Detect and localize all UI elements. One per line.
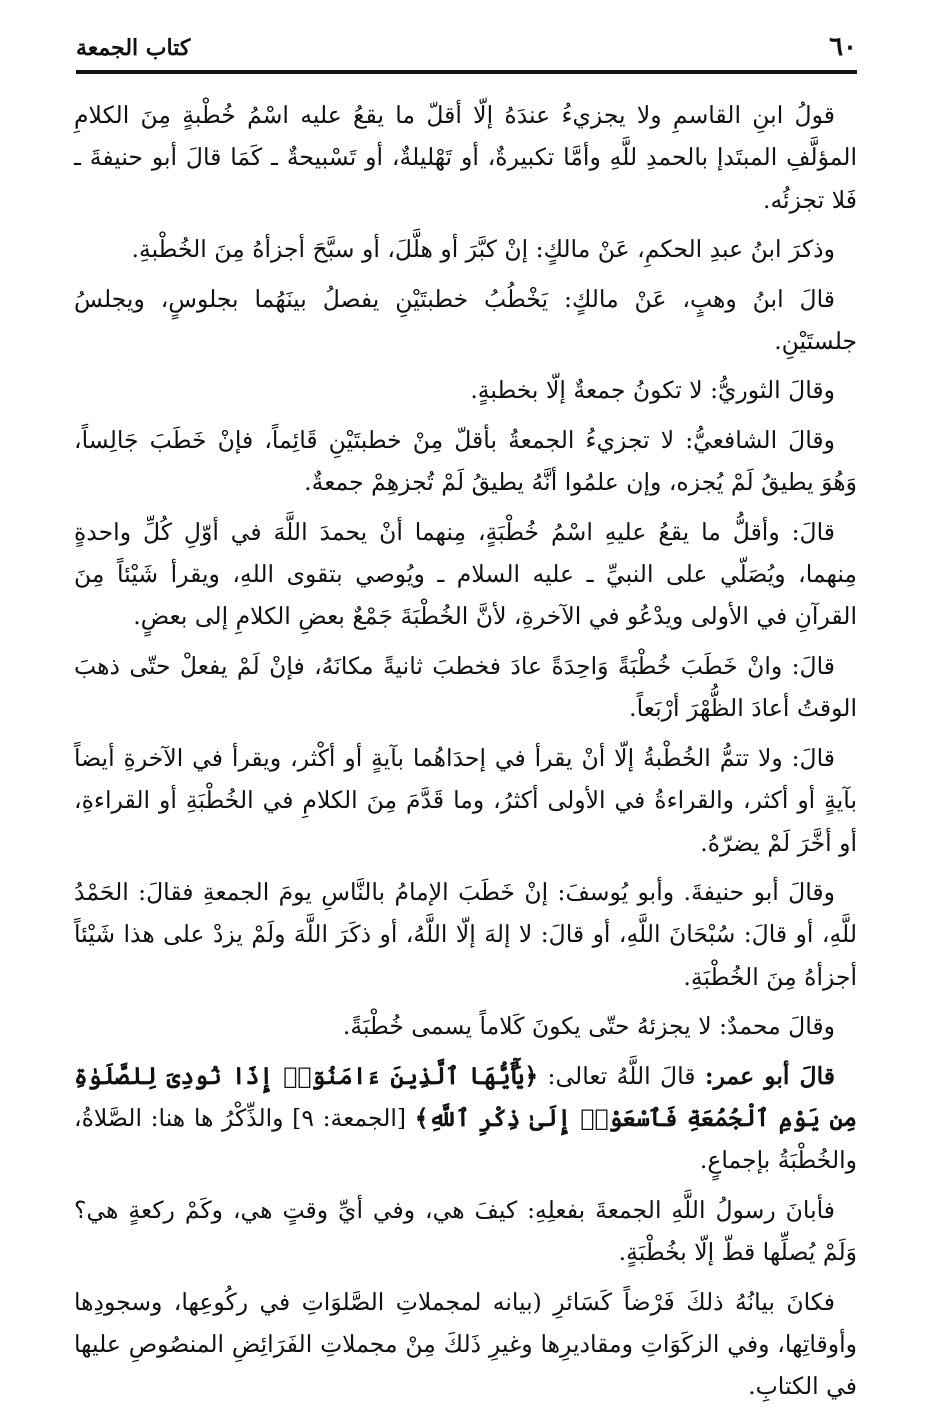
paragraph: وقالَ أبو حنيفةَ. وأبو يُوسفَ: إنْ خَطَبَ الإمامُ بالنَّاسِ يومَ الجمعةِ فقالَ: الحَمْدُ للَّهِ، أو قالَ: سُبْحَانَ اللَّهِ، أو قالَ: لا إلهَ إلّا اللَّهُ، أو ذكَرَ اللَّهَ ولَمْ يزدْ على هذا شَيْئاً أجزأهُ مِنَ الخُطْبَةِ. [74, 877, 857, 991]
quran-quote: ﴿يَٰٓأَيُّهَا ٱلَّذِينَ ءَامَنُوٓا۟ إِذَا نُودِىَ لِلصَّلَوٰةِ مِن يَوْمِ ٱلْجُمُعَةِ فَٱسْعَوْا۟ إِلَىٰ ذِكْرِ ٱللَّهِ﴾ [74, 1061, 857, 1132]
running-title: كتاب الجمعة [76, 35, 191, 61]
page-header [76, 30, 857, 74]
page-number: ٦٠ [829, 32, 857, 62]
paragraph: فأبانَ رسولُ اللَّهِ الجمعةَ بفعلِهِ: كيفَ هي، وفي أيِّ وقتٍ هي، وكَمْ ركعةٍ هي؟ وَلَمْ يُصلِّها قطّ إلّا بخُطْبَةٍ. [74, 1195, 857, 1267]
paragraph-text: قالَ اللَّهُ تعالى: [538, 1061, 705, 1090]
paragraph: وقالَ الثوريُّ: لا تكونُ جمعةٌ إلّا بخطبةٍ. [470, 376, 835, 405]
paragraph-quran [74, 1055, 857, 1182]
page-body [74, 94, 857, 1415]
paragraph: قالَ: وأقلُّ ما يقعُ عليهِ اسْمُ خُطْبَةٍ، مِنهما أنْ يحمدَ اللَّهَ في أوّلِ كُلِّ واحدةٍ مِنهما، ويُصَلّي على النبيِّ ـ عليه السلام ـ ويُوصي بتقوى اللهِ، ويقرأ شَيْئاً مِنَ القرآنِ في الأولى ويدْعُو في الآخرةِ، لأنَّ الخُطْبَةَ جَمْعٌ بعضِ الكلامِ إلى بعضٍ. [74, 517, 857, 631]
speaker-label: قالَ أبو عمر: [704, 1061, 835, 1090]
paragraph: وقالَ الشافعيُّ: لا تجزيءُ الجمعةُ بأقلّ مِنْ خطبتَيْنِ قَائِماً، فإنْ خَطَبَ جَالِساً، وَهُوَ يطيقُ لَمْ يُجزه، وإن علمُوا أنَّهُ يطيقُ لَمْ تُجزهِمْ جمعةٌ. [74, 425, 857, 497]
paragraph: فكانَ بيانُهُ ذلكَ فَرْضاً كَسَائرِ (بيانه لمجملاتِ الصَّلوَاتِ في ركُوعِها، وسجودِها وأوقاتِها، وفي الزكَوَاتِ ومقاديرِها وغيرِ ذَلكَ مِنْ مجملاتِ الفَرَائِضِ المنصُوصِ عليها في الكتابِ. [74, 1287, 857, 1401]
paragraph: قالَ: وانْ خَطَبَ خُطْبَةً وَاحِدَةً عادَ فخطبَ ثانيةً مكانَهُ، فإنْ لَمْ يفعلْ حتّى ذهبَ الوقتُ أعادَ الظُّهْرَ أرْبَعاً. [74, 651, 857, 723]
paragraph: قالَ: ولا تتمُّ الخُطْبةُ إلّا أنْ يقرأ في إحدَاهُما بآيةٍ أو أكْثر، ويقرأ في الآخرةِ أيضاً بآيةٍ أو أكثر، والقراءةُ في الأولى أكثرُ، وما قَدَّمَ مِنَ الكلامِ في الخُطْبَةِ أو القراءةِ، أو أخَّرَ لَمْ يضرّهُ. [74, 743, 857, 857]
paragraph: قولُ ابنِ القاسمِ ولا يجزيءُ عندَهُ إلّا أقلّ ما يقعُ عليه اسْمُ خُطْبةٍ مِنَ الكلامِ المؤلَّفِ المبتَدإ بالحمدِ للَّهِ وأمَّا تكبيرةٌ، أو تَهْليلةٌ، أو تَسْبيحةٌ ـ كَمَا قالَ أبو حنيفةَ ـ فَلا تجزئُه. [74, 101, 857, 214]
header-rule [76, 70, 857, 74]
paragraph: وقالَ محمدٌ: لا يجزئهُ حتّى يكونَ كَلاماً يسمى خُطْبَةً. [342, 1012, 835, 1041]
paragraph-text: [الجمعة: ٩] والذِّكْرُ ها هنا: الصَّلاةُ، والخُطْبَةُ بإجماعٍ. [74, 1103, 857, 1175]
paragraph: وذكرَ ابنُ عبدِ الحكمِ، عَنْ مالكٍ: إنْ كبَّرَ أو هلَّلَ، أو سبَّحَ أجزأهُ مِنَ الخُطْبةِ. [131, 235, 835, 264]
paragraph: قالَ ابنُ وهبٍ، عَنْ مالكٍ: يَخْطُبُ خطبتَيْنِ يفصلُ بينَهُما بجلوسٍ، ويجلسُ جلستَيْنِ. [74, 284, 857, 356]
